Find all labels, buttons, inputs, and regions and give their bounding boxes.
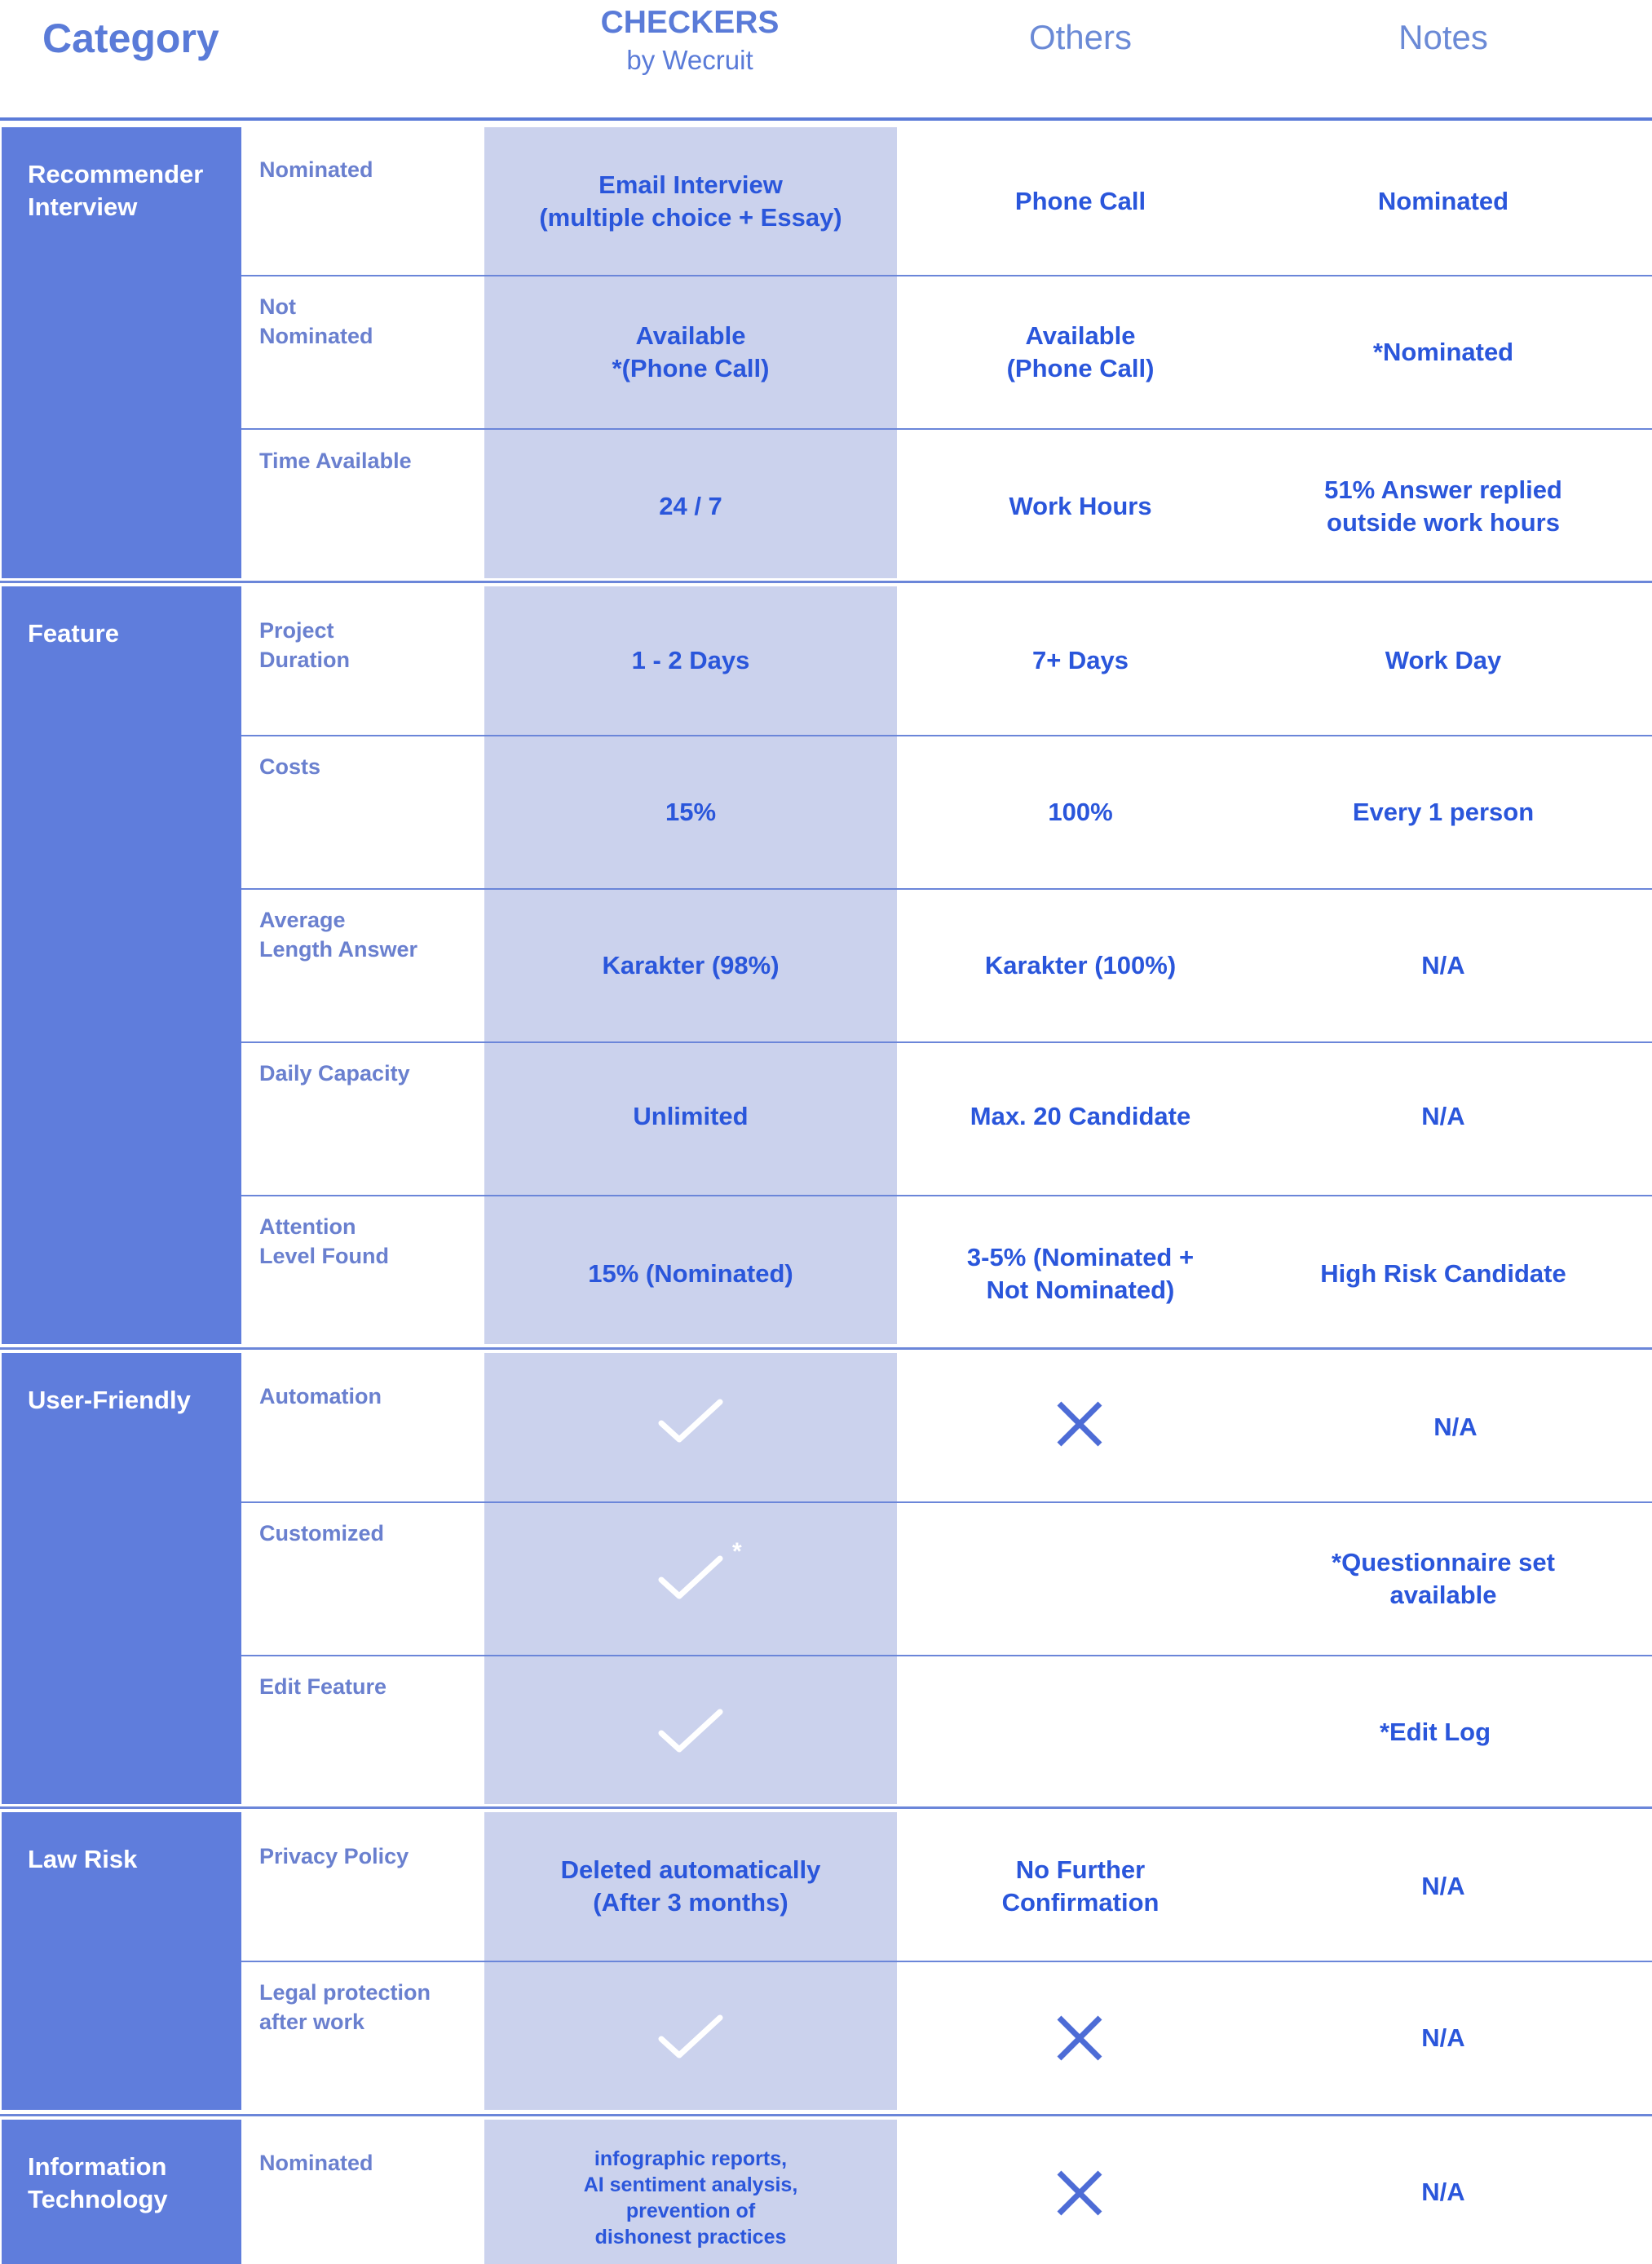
notes-cell: N/A (1421, 2023, 1465, 2052)
category-block-information-technology (2, 2120, 241, 2264)
others-cell: 7+ Days (1031, 646, 1129, 674)
checkers-cell: Deleted automatically (After 3 months) (560, 1855, 821, 1917)
category-block-recommender-interview (2, 127, 241, 578)
notes-cell: N/A (1433, 1413, 1478, 1441)
checkers-cell: 1 - 2 Days (631, 646, 750, 674)
group-divider (0, 1806, 1652, 1809)
row-label: Legal protection after work (259, 1980, 431, 2034)
checkers-cell: 15% (665, 798, 717, 826)
row-label: Nominated (259, 157, 373, 182)
notes-cell: Work Day (1385, 646, 1502, 674)
cross-icon (1055, 2169, 1104, 2218)
row-label: Daily Capacity (259, 1061, 410, 1086)
category-label: Feature (28, 619, 119, 648)
category-block-law-risk (2, 1812, 241, 2110)
checkers-title: CHECKERS (600, 5, 780, 40)
header-others: Others (1028, 18, 1133, 56)
row-label: Edit Feature (259, 1674, 387, 1699)
others-cell: 3-5% (Nominated + Not Nominated) (966, 1242, 1195, 1304)
category-label: Law Risk (28, 1845, 138, 1873)
row-label: Attention Level Found (259, 1214, 390, 1268)
category-block-feature (2, 586, 241, 1344)
group-divider (0, 1347, 1652, 1350)
others-cell: No Further Confirmation (1001, 1855, 1159, 1917)
others-cell: Max. 20 Candidate (970, 1102, 1191, 1130)
notes-cell: N/A (1421, 1872, 1465, 1900)
notes-cell: N/A (1421, 2177, 1465, 2206)
row-label: Customized (259, 1521, 385, 1545)
category-label: Information Technology (28, 2152, 168, 2213)
check-icon (657, 1707, 724, 1756)
row-label: Nominated (259, 2151, 373, 2175)
group-divider (0, 2114, 1652, 2116)
row-label: Costs (259, 754, 321, 779)
cross-icon (1055, 2014, 1104, 2063)
others-cell: Karakter (100%) (984, 951, 1177, 979)
asterisk-mark: * (732, 1538, 742, 1565)
checkers-cell: infographic reports, AI sentiment analysis, prevention of dishonest practices (583, 2147, 798, 2249)
category-label: User-Friendly (28, 1386, 191, 1414)
others-cell: 100% (1048, 798, 1113, 826)
checkers-cell: Available *(Phone Call) (612, 321, 770, 382)
notes-cell: 51% Answer replied outside work hours (1324, 475, 1562, 537)
notes-cell: *Questionnaire set available (1332, 1548, 1555, 1609)
notes-cell: *Edit Log (1379, 1718, 1491, 1746)
row-label: Time Available (259, 449, 412, 473)
check-icon (657, 1554, 724, 1603)
checkers-cell: Unlimited (633, 1102, 749, 1130)
notes-cell: N/A (1421, 1102, 1465, 1130)
header-category: Category (42, 15, 219, 61)
others-cell: Phone Call (1014, 187, 1146, 215)
row-label: Not Nominated (259, 294, 373, 348)
notes-cell: *Nominated (1372, 338, 1514, 366)
notes-cell: Every 1 person (1352, 798, 1535, 826)
notes-cell: High Risk Candidate (1320, 1258, 1566, 1288)
row-label: Average Length Answer (259, 908, 418, 962)
checkers-cell: 24 / 7 (659, 492, 722, 520)
check-icon (657, 1397, 724, 1446)
header-checkers (486, 3, 894, 78)
category-block-user-friendly (2, 1353, 241, 1804)
group-divider (0, 581, 1652, 583)
checkers-cell: 15% (Nominated) (588, 1258, 793, 1288)
category-label: Recommender Interview (28, 160, 204, 221)
row-label: Project Duration (259, 618, 350, 672)
others-cell: Work Hours (1009, 492, 1152, 520)
header-notes: Notes (1398, 18, 1488, 56)
checkers-cell: Karakter (98%) (602, 951, 780, 979)
checkers-subtitle: by Wecruit (626, 45, 753, 75)
others-cell: Available (Phone Call) (1006, 321, 1155, 382)
cross-icon (1055, 1400, 1104, 1448)
notes-cell: N/A (1421, 951, 1465, 979)
checkers-cell: Email Interview (multiple choice + Essay) (539, 170, 842, 232)
notes-cell: Nominated (1377, 187, 1509, 215)
check-icon (657, 2013, 724, 2062)
row-label: Privacy Policy (259, 1844, 409, 1868)
header-divider (0, 117, 1652, 121)
row-label: Automation (259, 1384, 382, 1408)
